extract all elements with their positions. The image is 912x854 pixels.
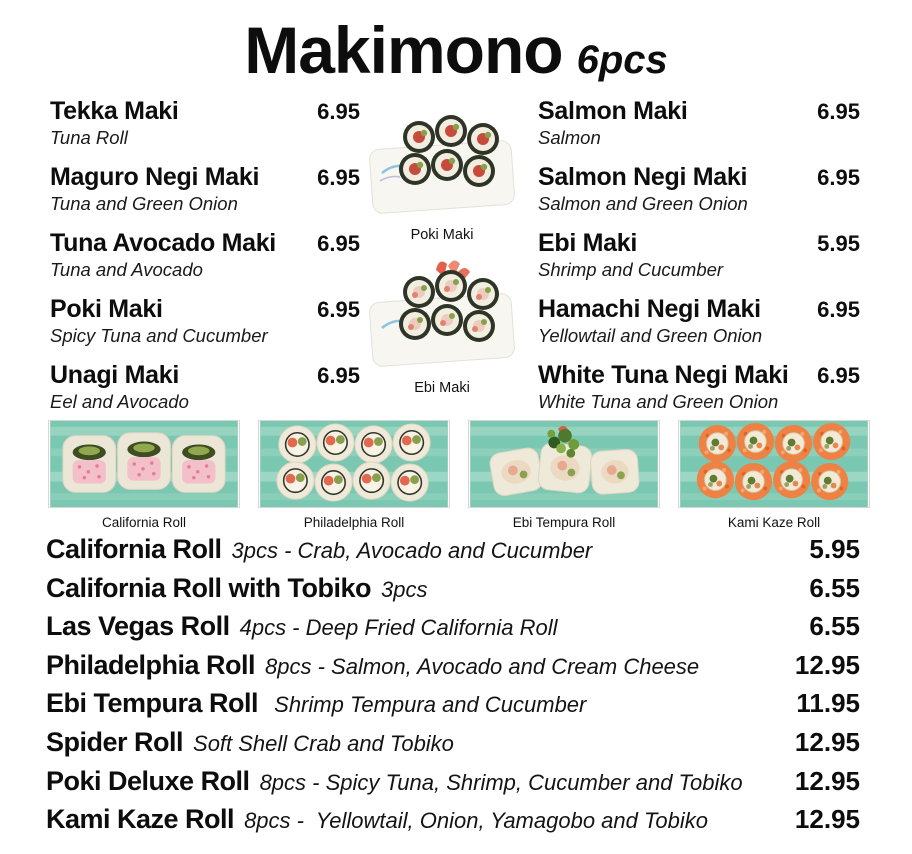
- menu-item-price: 6.95: [817, 363, 860, 388]
- menu-item-name: Unagi Maki: [50, 361, 179, 389]
- menu-item: [50, 360, 360, 414]
- ebi-tempura-roll-photo: [468, 420, 660, 530]
- menu-item-description: Eel and Avocado: [50, 391, 189, 412]
- menu-item: [538, 228, 860, 282]
- roll-row: [46, 766, 860, 805]
- roll-name: California Roll: [46, 534, 222, 564]
- roll-name: Kami Kaze Roll: [46, 804, 235, 835]
- menu-item-name: Maguro Negi Maki: [50, 163, 260, 191]
- kami-kaze-roll-photo: [678, 420, 870, 530]
- menu-item-description: Tuna and Green Onion: [50, 193, 238, 214]
- roll-price: 12.95: [794, 804, 860, 835]
- ebi-maki-image: [364, 250, 520, 372]
- roll-price: 11.95: [796, 688, 860, 719]
- menu-item-price: 6.95: [317, 165, 360, 190]
- roll-description: 3pcs - Crab, Avocado and Cucumber: [231, 538, 593, 563]
- roll-name: California Roll with Tobiko: [46, 572, 371, 603]
- menu-item: [50, 162, 360, 216]
- menu-item: [538, 294, 860, 348]
- roll-row: [46, 534, 860, 573]
- menu-item-price: 6.95: [817, 99, 860, 124]
- menu-item-price: 6.95: [817, 297, 860, 322]
- photo-caption: Kami Kaze Roll: [727, 515, 821, 530]
- roll-description: Soft Shell Crab and Tobiko: [193, 730, 454, 756]
- menu-item-description: White Tuna and Green Onion: [538, 391, 779, 412]
- roll-row: [46, 650, 860, 689]
- roll-row: [46, 611, 860, 650]
- roll-description: 8pcs - Salmon, Avocado and Cream Cheese: [265, 653, 700, 679]
- menu-item-description: Salmon and Green Onion: [538, 193, 748, 214]
- menu-item-description: Spicy Tuna and Cucumber: [50, 325, 268, 346]
- roll-row: [46, 688, 860, 727]
- roll-price: 12.95: [794, 649, 860, 680]
- roll-price: 12.95: [794, 765, 860, 796]
- page-title: [0, 12, 912, 88]
- roll-name: Philadelphia Roll: [46, 649, 256, 680]
- roll-price: 5.95: [809, 534, 860, 564]
- menu-item-name: Salmon Maki: [538, 97, 688, 125]
- roll-price: 12.95: [794, 726, 860, 757]
- menu-item-name: Tuna Avocado Maki: [50, 229, 276, 257]
- roll-row: [46, 804, 860, 843]
- menu-item-name: Tekka Maki: [50, 97, 179, 125]
- menu-item-name: Poki Maki: [50, 295, 163, 323]
- photo-caption: California Roll: [101, 515, 187, 530]
- menu-item-price: 6.95: [317, 231, 360, 256]
- philadelphia-roll-image: [258, 420, 450, 508]
- ebi-maki-photo: [364, 250, 520, 396]
- roll-description: 3pcs: [381, 576, 428, 602]
- roll-description: 4pcs - Deep Fried California Roll: [239, 615, 558, 641]
- california-roll-photo: [48, 420, 240, 530]
- menu-item-name: Ebi Maki: [538, 229, 638, 257]
- roll-description: Shrimp Tempura and Cucumber: [268, 692, 587, 718]
- menu-item: [538, 162, 860, 216]
- photo-caption: Poki Maki: [410, 227, 474, 243]
- title-text: Makimono: [244, 13, 563, 87]
- menu-item-description: Shrimp and Cucumber: [538, 259, 724, 280]
- menu-item-description: Tuna and Avocado: [50, 259, 203, 280]
- poki-maki-image: [364, 97, 520, 219]
- roll-description: 8pcs - Spicy Tuna, Shrimp, Cucumber and Tobiko: [259, 769, 743, 795]
- roll-price: 6.55: [809, 611, 860, 642]
- roll-description: 8pcs - Yellowtail, Onion, Yamagobo and Tobiko: [244, 808, 708, 834]
- menu-item-description: Salmon: [538, 127, 601, 148]
- menu-item: [538, 96, 860, 150]
- roll-row: [46, 573, 860, 612]
- menu-item-price: 6.95: [317, 99, 360, 124]
- roll-price: 6.55: [809, 572, 860, 603]
- philadelphia-roll-photo: [258, 420, 450, 530]
- kami-kaze-roll-image: [678, 420, 870, 508]
- menu-item-price: 6.95: [317, 363, 360, 388]
- menu-item-name: White Tuna Negi Maki: [538, 361, 789, 389]
- menu-item: [50, 96, 360, 150]
- menu-item: [50, 228, 360, 282]
- menu-item-price: 5.95: [817, 231, 860, 256]
- title-pieces-label: 6pcs: [576, 38, 668, 82]
- menu-item-description: Tuna Roll: [50, 127, 128, 148]
- roll-name: Ebi Tempura Roll: [46, 688, 259, 719]
- maki-column-right: [538, 96, 860, 426]
- roll-row: [46, 727, 860, 766]
- photo-caption: Ebi Maki: [414, 380, 470, 396]
- poki-maki-photo: [364, 97, 520, 243]
- menu-item-price: 6.95: [317, 297, 360, 322]
- photo-caption: Philadelphia Roll: [303, 515, 405, 530]
- maki-column-left: [50, 96, 360, 426]
- menu-item: [50, 294, 360, 348]
- menu-item-price: 6.95: [817, 165, 860, 190]
- menu-item-name: Hamachi Negi Maki: [538, 295, 761, 323]
- specialty-roll-list: [46, 534, 860, 843]
- menu-item-description: Yellowtail and Green Onion: [538, 325, 763, 346]
- california-roll-image: [48, 420, 240, 508]
- roll-name: Spider Roll: [46, 726, 184, 757]
- photo-caption: Ebi Tempura Roll: [512, 515, 616, 530]
- roll-name: Poki Deluxe Roll: [46, 765, 250, 796]
- roll-name: Las Vegas Roll: [46, 611, 230, 642]
- menu-item-name: Salmon Negi Maki: [538, 163, 748, 191]
- ebi-tempura-roll-image: [468, 420, 660, 508]
- menu-item: [538, 360, 860, 414]
